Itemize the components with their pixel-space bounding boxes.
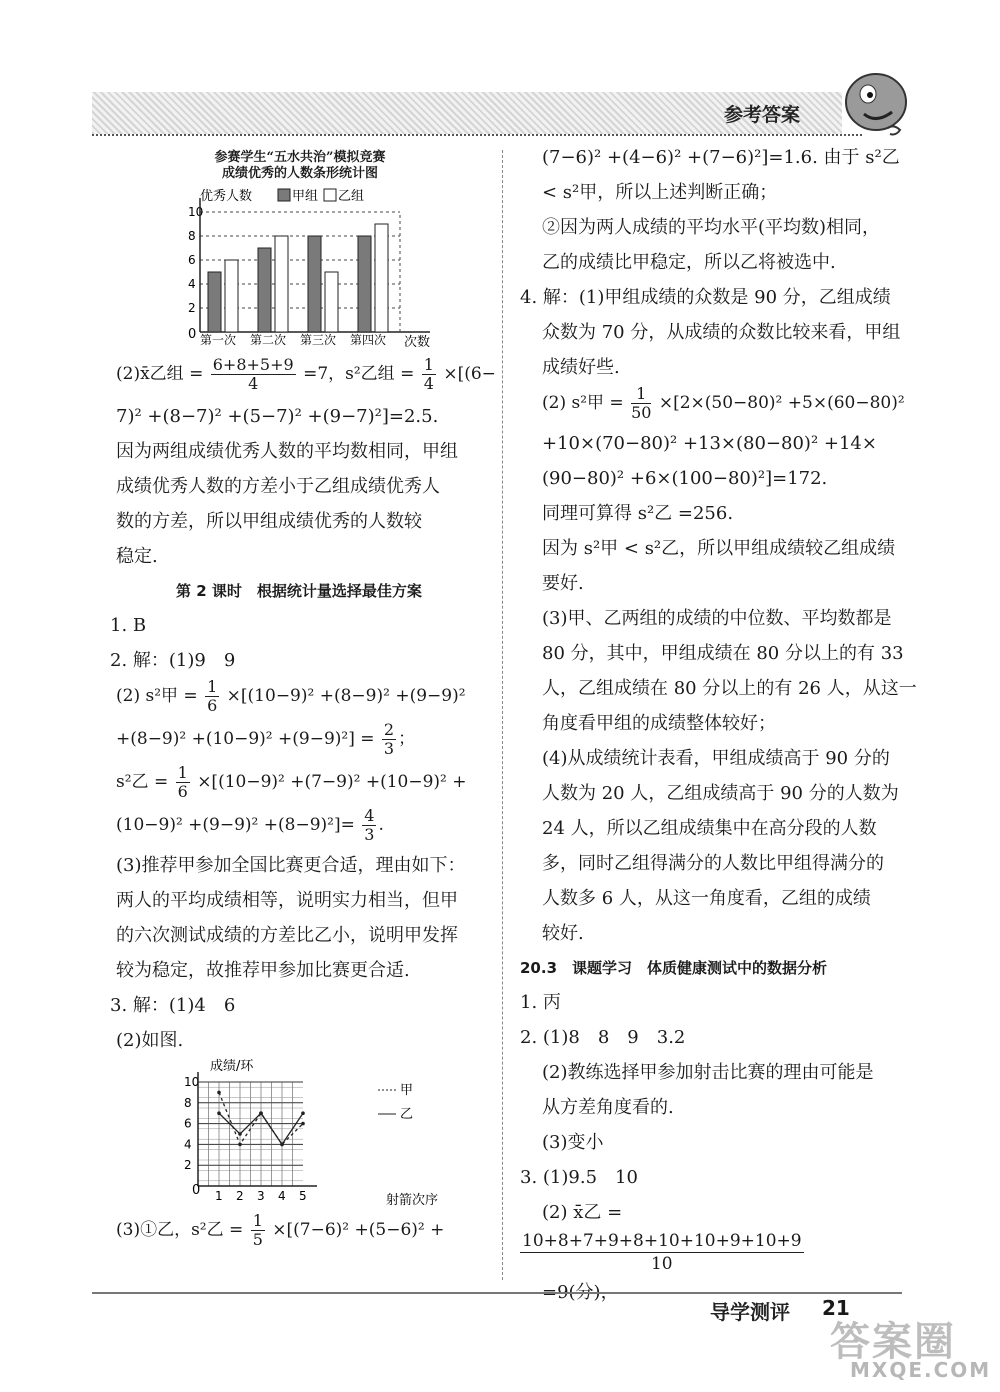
mascot-icon bbox=[836, 62, 916, 140]
p2-text3: 数的方差，所以甲组成绩优秀的人数较 bbox=[116, 511, 422, 532]
r-mean-fraction: $\frac{10+8+7+9+8+10+10+9+10+9}{10}$ bbox=[522, 1231, 802, 1274]
r-line-23: 较好. bbox=[542, 923, 584, 944]
line-chart-xlabel: 射箭次序 bbox=[386, 1193, 439, 1208]
bar-yi bbox=[325, 272, 338, 332]
line-y-tick: 4 bbox=[184, 1137, 192, 1152]
r-line-8: (2) s²甲 = $\frac{1}{50}$ ×[2×(50−80)² +5×(60−80)² bbox=[542, 384, 905, 422]
bar-chart-xlabel: 次数 bbox=[404, 335, 431, 350]
bar-chart-block bbox=[160, 150, 488, 356]
q2-3-line1: (3)推荐甲参加全国比赛更合适，理由如下： bbox=[116, 855, 466, 876]
bar-y-tick: 2 bbox=[188, 301, 196, 315]
bar-jia bbox=[258, 248, 271, 332]
footer-brand: 导学测评 bbox=[710, 1300, 790, 1324]
r-line-20: 24 人，所以乙组成绩集中在高分段的人数 bbox=[542, 818, 877, 839]
r-line-3: ②因为两人成绩的平均水平(平均数)相同， bbox=[542, 217, 881, 238]
q1-answer: 1. B bbox=[110, 615, 147, 636]
q3-2-line: (2)如图. bbox=[116, 1030, 184, 1051]
watermark-url: MXQE.COM bbox=[850, 1358, 992, 1382]
r-line-22: 人数多 6 人，从这一角度看，乙组的成绩 bbox=[542, 888, 871, 909]
chart-title-line1: 参赛学生“五水共治”模拟竞赛 bbox=[214, 150, 386, 165]
left-column bbox=[110, 150, 496, 1249]
bar-jia bbox=[358, 236, 371, 332]
bar-y-tick: 8 bbox=[188, 229, 196, 243]
r-line-21: 多，同时乙组得满分的人数比甲组得满分的 bbox=[542, 853, 884, 874]
q2-var-jia-line1: (2) s²甲 = $\frac{1}{6}$ ×[(10−9)² +(8−9)² +(9−9)² bbox=[116, 677, 466, 715]
r-line-5: 4. 解：(1)甲组成绩的众数是 90 分，乙组成绩 bbox=[520, 287, 891, 308]
p2-var-open: ×[(6− bbox=[443, 364, 496, 384]
series-point-yi bbox=[238, 1132, 242, 1136]
bar-yi bbox=[375, 224, 388, 332]
series-point-yi bbox=[259, 1111, 263, 1115]
bar-yi bbox=[275, 236, 288, 332]
series-point-yi bbox=[217, 1111, 221, 1115]
p2-var-label: =7，s²乙组 = bbox=[303, 364, 415, 384]
line-y-tick: 8 bbox=[184, 1095, 192, 1110]
q2-var-jia-line2: +(8−9)² +(10−9)² +(9−9)²] = $\frac{2}{3}$ ； bbox=[116, 720, 416, 758]
r-line-24: 1. 丙 bbox=[520, 992, 561, 1013]
bar-y-tick: 10 bbox=[188, 205, 204, 219]
bar-x-tick: 第二次 bbox=[250, 333, 287, 347]
watermark-logo: 答案圈 bbox=[830, 1319, 956, 1365]
line-legend-jia: 甲 bbox=[400, 1083, 414, 1098]
q3-3-line: (3)①乙，s²乙 = $\frac{1}{5}$ ×[(7−6)² +(5−6)² + bbox=[116, 1211, 445, 1249]
bar-yi bbox=[225, 260, 238, 332]
bar-x-tick: 第三次 bbox=[300, 333, 337, 347]
r-line-29: 3. (1)9.5 10 bbox=[520, 1167, 638, 1188]
q2-3-line3: 的六次测试成绩的方差比乙小，说明甲发挥 bbox=[116, 925, 458, 946]
line-legend-yi: 乙 bbox=[400, 1107, 414, 1122]
series-point-jia bbox=[301, 1122, 305, 1126]
p2-mean-fraction: $\frac{6+8+5+9}{4}$ bbox=[212, 355, 294, 393]
page-number: 21 bbox=[822, 1296, 850, 1320]
header-rule bbox=[92, 134, 862, 136]
right-column bbox=[520, 140, 918, 1310]
series-point-jia bbox=[238, 1143, 242, 1147]
r-line-12: 因为 s²甲 < s²乙，所以甲组成绩较乙组成绩 bbox=[542, 538, 896, 559]
line-y-tick: 6 bbox=[184, 1116, 192, 1131]
section-heading-lesson2: 第 2 课时 根据统计量选择最佳方案 bbox=[176, 582, 422, 600]
line-x-tick: 3 bbox=[257, 1189, 265, 1203]
line-x-tick: 2 bbox=[236, 1189, 244, 1203]
line-y-tick: 10 bbox=[184, 1075, 200, 1089]
bar-x-tick: 第四次 bbox=[350, 333, 387, 347]
legend-label-jia: 甲组 bbox=[292, 189, 319, 204]
q3-answer: 3. 解：(1)4 6 bbox=[110, 995, 236, 1016]
r-line-18: (4)从成绩统计表看，甲组成绩高于 90 分的 bbox=[542, 748, 890, 769]
line-chart-origin: 0 bbox=[192, 1183, 201, 1198]
r-line-16: 人，乙组成绩在 80 分以上的有 26 人，从这一 bbox=[542, 678, 917, 699]
column-divider bbox=[502, 150, 503, 1280]
r-line-14: (3)甲、乙两组的成绩的中位数、平均数都是 bbox=[542, 608, 892, 629]
r-line-13: 要好. bbox=[542, 573, 584, 594]
q2-3-line2: 两人的平均成绩相等，说明实力相当，但甲 bbox=[116, 890, 458, 911]
line-chart-ylabel: 成绩/环 bbox=[210, 1059, 254, 1074]
r-line-25: 2. (1)8 8 9 3.2 bbox=[520, 1027, 686, 1048]
q2-var-yi-line1: s²乙 = $\frac{1}{6}$ ×[(10−9)² +(7−9)² +(10−9)² + bbox=[116, 763, 467, 801]
r-line-6: 众数为 70 分，从成绩的众数比较来看，甲组 bbox=[542, 322, 901, 343]
bar-x-tick: 第一次 bbox=[200, 333, 237, 347]
bar-y-tick: 4 bbox=[188, 277, 196, 291]
q2-var-yi-line2: (10−9)² +(9−9)² +(8−9)²]= $\frac{4}{3}$ . bbox=[116, 806, 384, 844]
bar-y-tick: 6 bbox=[188, 253, 196, 267]
r-line-15: 80 分，其中，甲组成绩在 80 分以上的有 33 bbox=[542, 643, 904, 664]
line-x-tick: 5 bbox=[299, 1189, 307, 1203]
r-line-4: 乙的成绩比甲稳定，所以乙将被选中. bbox=[542, 252, 836, 273]
r-line-32: =9(分)， bbox=[542, 1282, 619, 1303]
p2-formula bbox=[110, 355, 496, 393]
q2-answer: 2. 解：(1)9 9 bbox=[110, 650, 236, 671]
r-line-1: (7−6)² +(4−6)² +(7−6)²]=1.6. 由于 s²乙 bbox=[542, 147, 900, 168]
r-line-7: 成绩好些. bbox=[542, 357, 620, 378]
p2-mean-label: (2)x̄乙组 = bbox=[116, 364, 204, 384]
header-title: 参考答案 bbox=[724, 104, 801, 126]
r-line-2: < s²甲，所以上述判断正确； bbox=[542, 182, 778, 203]
chart-title-line2: 成绩优秀的人数条形统计图 bbox=[221, 166, 378, 181]
series-point-jia bbox=[217, 1091, 221, 1095]
p2-line2: 7)² +(8−7)² +(5−7)² +(9−7)²]=2.5. bbox=[116, 406, 439, 427]
r-line-19: 人数为 20 人，乙组成绩高于 90 分的人数为 bbox=[542, 783, 899, 804]
line-x-tick: 1 bbox=[215, 1189, 223, 1203]
legend-label-yi: 乙组 bbox=[338, 189, 365, 204]
r-line-17: 角度看甲组的成绩整体较好； bbox=[542, 713, 776, 734]
r-line-9: +10×(70−80)² +13×(80−80)² +14× bbox=[542, 433, 877, 454]
r-line-27: 从方差角度看的. bbox=[542, 1097, 674, 1118]
p2-var-fraction: $\frac{1}{4}$ bbox=[423, 355, 434, 393]
line-y-tick: 2 bbox=[184, 1158, 192, 1173]
bar-chart-ylabel: 优秀人数 bbox=[200, 189, 253, 204]
footer-rule bbox=[92, 1292, 902, 1294]
section-heading-20-3: 20.3 课题学习 体质健康测试中的数据分析 bbox=[520, 959, 828, 977]
line-x-tick: 4 bbox=[278, 1189, 286, 1203]
bar-chart-origin: 0 bbox=[188, 327, 197, 342]
q2-3-line4: 较为稳定，故推荐甲参加比赛更合适. bbox=[116, 960, 410, 981]
p2-text4: 稳定. bbox=[116, 546, 158, 567]
series-point-yi bbox=[301, 1111, 305, 1115]
r-line-28: (3)变小 bbox=[542, 1132, 604, 1153]
legend-swatch-jia bbox=[278, 189, 290, 201]
r-line-10: (90−80)² +6×(100−80)²]=172. bbox=[542, 468, 828, 489]
legend-swatch-yi bbox=[324, 189, 336, 201]
r-line-11: 同理可算得 s²乙 =256. bbox=[542, 503, 734, 524]
line-chart bbox=[170, 1058, 470, 1208]
bar-chart bbox=[160, 182, 460, 352]
r-line-26: (2)教练选择甲参加射击比赛的理由可能是 bbox=[542, 1062, 874, 1083]
p2-text1: 因为两组成绩优秀人数的平均数相同，甲组 bbox=[116, 441, 458, 462]
bar-jia bbox=[208, 272, 221, 332]
bar-jia bbox=[308, 236, 321, 332]
p2-text2: 成绩优秀人数的方差小于乙组成绩优秀人 bbox=[116, 476, 440, 497]
r-line-30: (2) x̄乙 = bbox=[542, 1202, 623, 1223]
series-point-yi bbox=[280, 1143, 284, 1147]
